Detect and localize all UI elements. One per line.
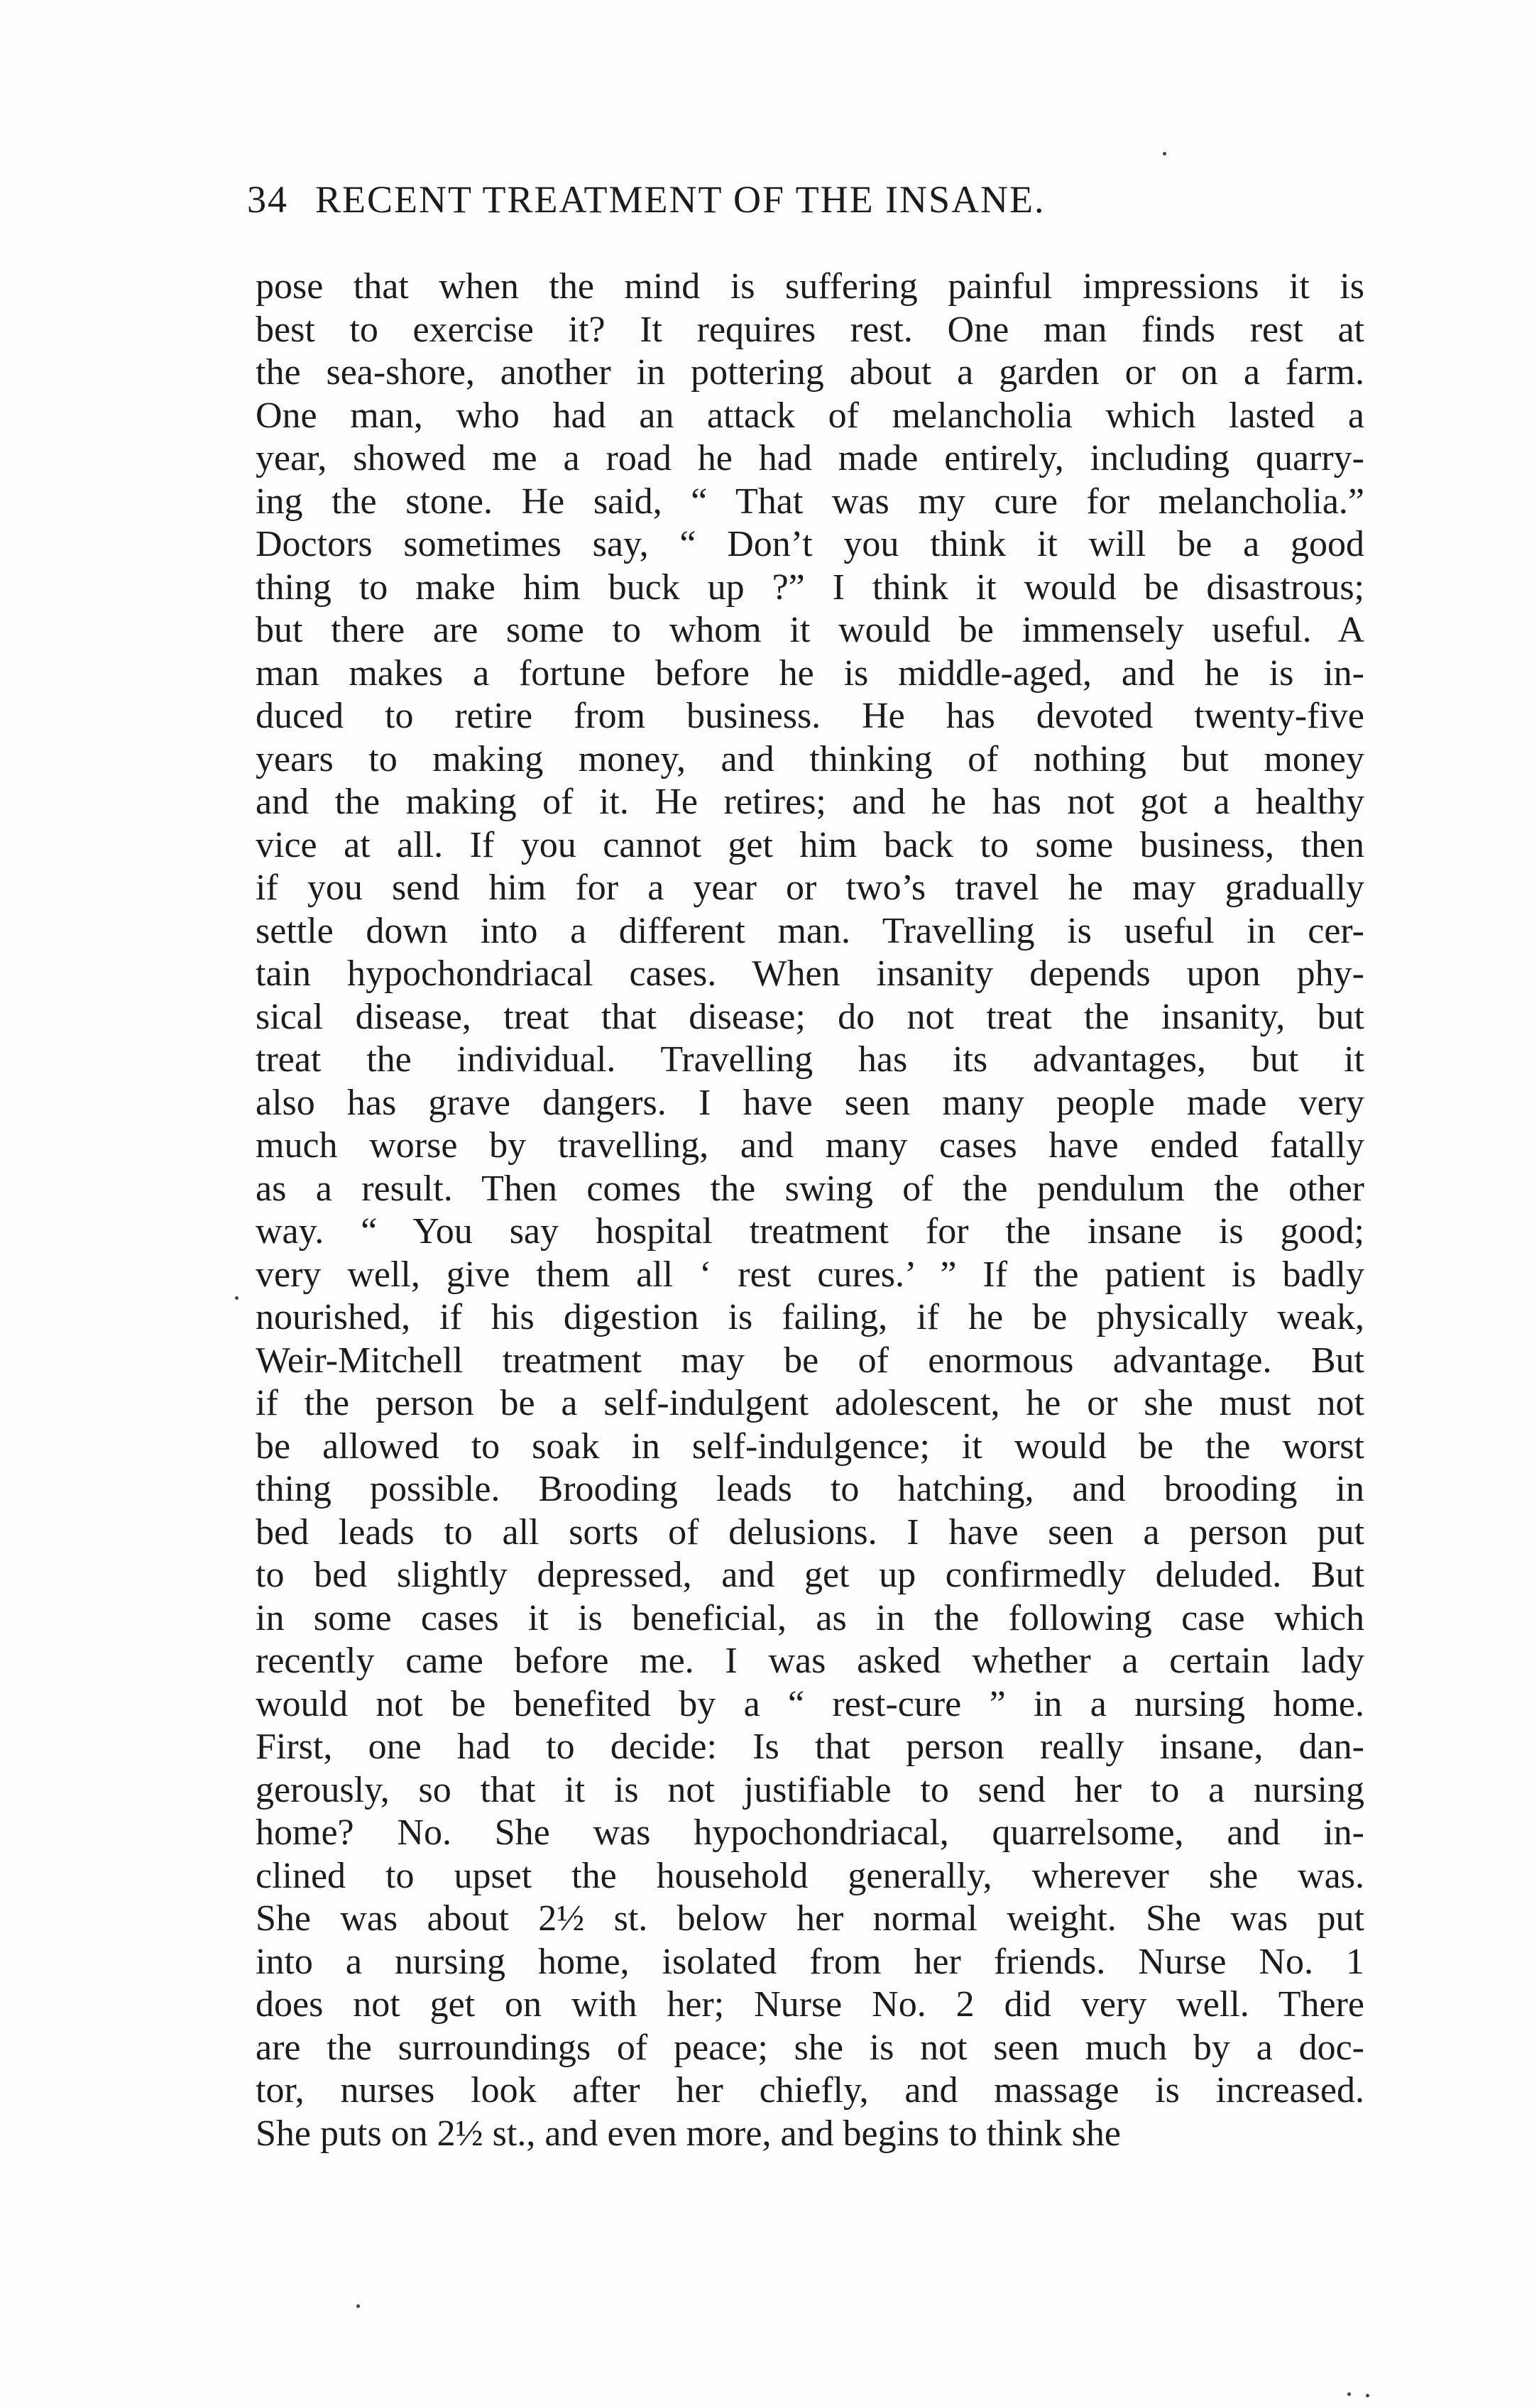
- text-line: would not be benefited by a “ rest-cure ” in a nursing home.: [256, 1683, 1364, 1724]
- text-line: settle down into a different man. Travelling is useful in cer-: [256, 910, 1364, 951]
- text-line: very well, give them all ‘ rest cures.’ ” If the patient is badly: [256, 1254, 1364, 1295]
- text-line: home? No. She was hypochondriacal, quarrelsome, and in-: [256, 1812, 1364, 1853]
- text-line: way. “ You say hospital treatment for the insane is good;: [256, 1211, 1364, 1252]
- text-line: the sea-shore, another in pottering about a garden or on a farm.: [256, 352, 1364, 393]
- text-line: bed leads to all sorts of delusions. I have seen a person put: [256, 1511, 1364, 1553]
- running-title: RECENT TREATMENT OF THE INSANE.: [315, 178, 1046, 221]
- text-line: She puts on 2½ st., and even more, and begins to think she: [256, 2113, 1121, 2154]
- text-line: treat the individual. Travelling has its advantages, but it: [256, 1039, 1364, 1080]
- text-line: duced to retire from business. He has devoted twenty-five: [256, 696, 1364, 736]
- text-line: if you send him for a year or two’s travel he may gradually: [256, 868, 1364, 908]
- paper-speck: [1366, 2394, 1369, 2397]
- text-line: are the surroundings of peace; she is not seen much by a doc-: [256, 2027, 1364, 2068]
- text-line: and the making of it. He retires; and he has not got a healthy: [256, 782, 1364, 822]
- text-line: into a nursing home, isolated from her friends. Nurse No. 1: [256, 1941, 1364, 1982]
- text-line: much worse by travelling, and many cases have ended fatally: [256, 1125, 1364, 1166]
- text-line: be allowed to soak in self-indulgence; it would be the worst: [256, 1425, 1364, 1467]
- text-line: vice at all. If you cannot get him back to some business, then: [256, 824, 1364, 865]
- text-line: She was about 2½ st. below her normal weight. She was put: [256, 1898, 1364, 1939]
- paper-speck: [1163, 152, 1166, 155]
- text-line: as a result. Then comes the swing of the pendulum the other: [256, 1168, 1364, 1209]
- text-line: years to making money, and thinking of nothing but money: [256, 738, 1364, 779]
- text-line: thing possible. Brooding leads to hatching, and brooding in: [256, 1469, 1364, 1509]
- text-line: pose that when the mind is suffering painful impressions it is: [256, 266, 1364, 307]
- text-line: but there are some to whom it would be immensely useful. A: [256, 610, 1364, 650]
- text-line: Weir-Mitchell treatment may be of enormous advantage. But: [256, 1340, 1364, 1381]
- text-line: recently came before me. I was asked whether a certain lady: [256, 1641, 1364, 1681]
- text-line: to bed slightly depressed, and get up confirmedly deluded. But: [256, 1555, 1364, 1595]
- text-line: thing to make him buck up ?” I think it would be disastrous;: [256, 567, 1364, 608]
- text-line: does not get on with her; Nurse No. 2 did very well. There: [256, 1984, 1364, 2025]
- text-line: clined to upset the household generally, wherever she was.: [256, 1855, 1364, 1896]
- text-line: year, showed me a road he had made entirely, including quarry-: [256, 438, 1364, 478]
- text-line: tor, nurses look after her chiefly, and massage is increased.: [256, 2070, 1364, 2111]
- paper-speck: [356, 2304, 360, 2308]
- text-line: best to exercise it? It requires rest. One man finds rest at: [256, 309, 1364, 350]
- text-line: if the person be a self-indulgent adolescent, he or she must not: [256, 1383, 1364, 1423]
- text-line: gerously, so that it is not justifiable to send her to a nursing: [256, 1769, 1364, 1810]
- text-line: One man, who had an attack of melancholia which lasted a: [256, 395, 1364, 436]
- text-line: First, one had to decide: Is that person really insane, dan-: [256, 1726, 1364, 1767]
- text-line: ing the stone. He said, “ That was my cure for melancholia.”: [256, 481, 1364, 522]
- text-line: tain hypochondriacal cases. When insanity depends upon phy-: [256, 953, 1364, 994]
- text-line: sical disease, treat that disease; do not treat the insanity, but: [256, 996, 1364, 1037]
- page-number: 34: [247, 178, 288, 221]
- text-line: in some cases it is beneficial, as in the following case which: [256, 1597, 1364, 1638]
- paper-speck: [1347, 2392, 1351, 2396]
- text-line: Doctors sometimes say, “ Don’t you think it will be a good: [256, 524, 1364, 564]
- paper-speck: [235, 1296, 239, 1300]
- text-line: man makes a fortune before he is middle-aged, and he is in-: [256, 652, 1364, 694]
- page-header: [247, 177, 1354, 227]
- body-text: [256, 266, 1364, 2155]
- text-line: also has grave dangers. I have seen many people made very: [256, 1082, 1364, 1123]
- text-line: nourished, if his digestion is failing, if he be physically weak,: [256, 1297, 1364, 1337]
